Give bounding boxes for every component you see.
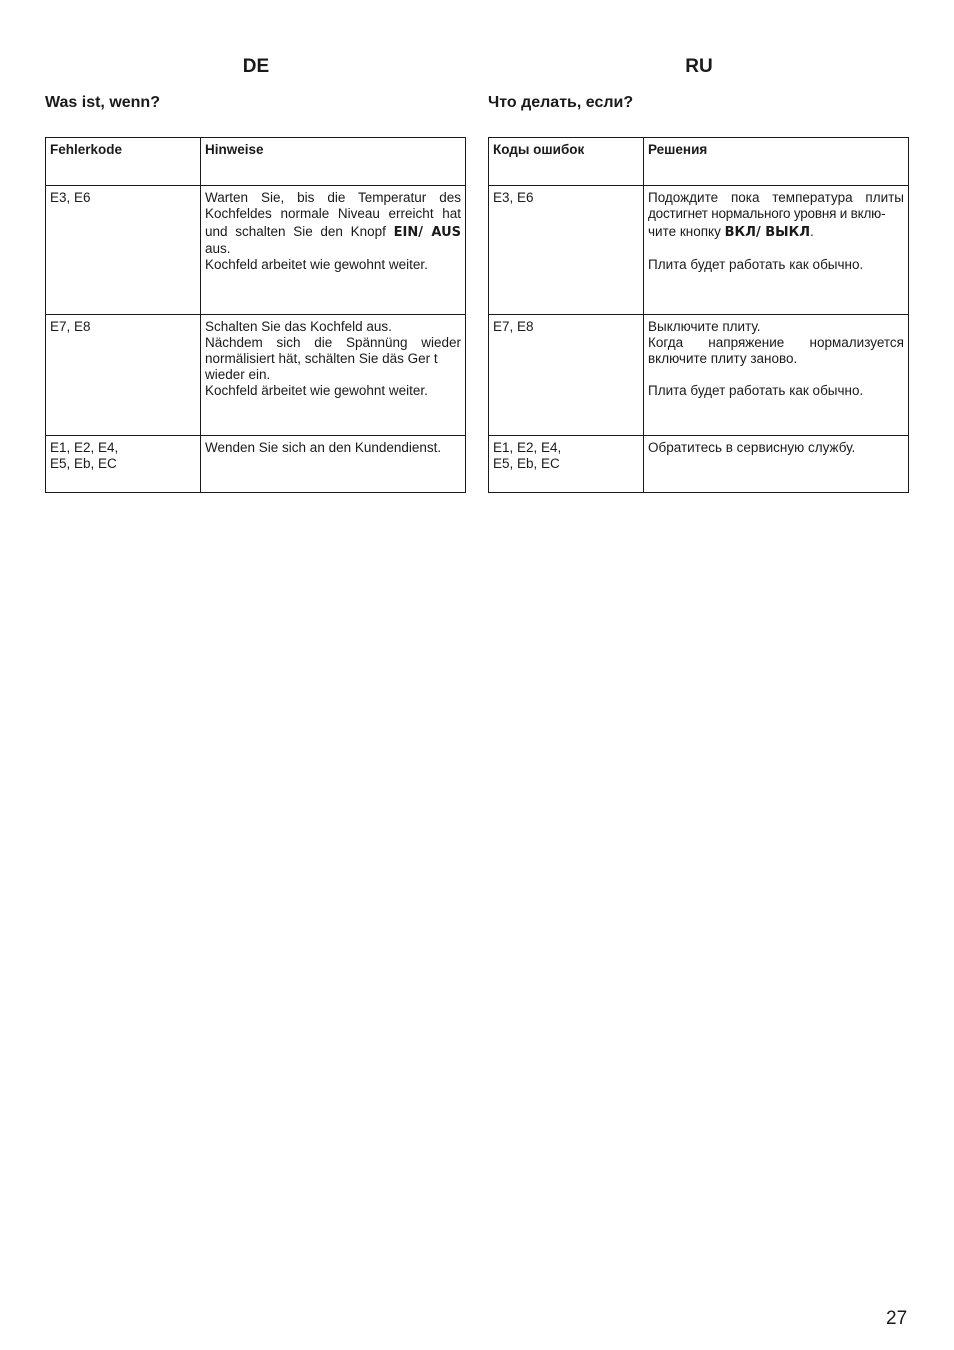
hint-line: wieder ein.	[205, 367, 271, 382]
error-table-ru	[488, 137, 909, 493]
table-row	[46, 186, 466, 315]
hint-text: чите кнопку	[648, 224, 721, 239]
hint-cell	[201, 436, 466, 493]
hint-line: Kochfeldes normale Niveau erreicht hat	[205, 206, 461, 221]
error-code: E3, E6	[50, 190, 91, 205]
column-header-code: Коды ошибок	[489, 138, 644, 186]
hint-cell	[201, 186, 466, 315]
hint-line: включите плиту заново.	[648, 351, 798, 366]
error-code-cell	[46, 315, 201, 436]
error-code: E7, E8	[493, 319, 534, 334]
hint-line: Обратитесь в сервисную службу.	[648, 440, 856, 455]
error-code: E5, Eb, EC	[50, 456, 117, 471]
section-heading-ru: Что делать, если?	[488, 94, 634, 111]
hint-cell	[644, 186, 909, 315]
table-row	[46, 436, 466, 493]
hint-line	[648, 224, 904, 241]
hint-line: Kochfeld arbeitet wie gewohnt weiter.	[205, 257, 428, 272]
error-code-cell	[489, 436, 644, 493]
table-row	[489, 186, 909, 315]
column-header-hint: Hinweise	[201, 138, 466, 186]
hint-text: und schalten Sie den Knopf	[205, 224, 386, 239]
hint-line: Nächdem sich die Spännüng wieder	[205, 335, 461, 350]
page-number: 27	[886, 1308, 908, 1329]
column-header-code: Fehlerkode	[46, 138, 201, 186]
error-code-cell	[489, 186, 644, 315]
hint-line: Warten Sie, bis die Temperatur des	[205, 190, 461, 205]
hint-line: normälisiert hät, schälten Sie däs Ger t	[205, 351, 438, 366]
section-heading-de: Was ist, wenn?	[45, 94, 160, 111]
hint-line: Выключите плиту.	[648, 319, 761, 334]
hint-line: Плита будет работать как обычно.	[648, 383, 864, 398]
error-code: E1, E2, E4,	[50, 440, 119, 455]
column-header-hint: Решения	[644, 138, 909, 186]
table-row	[489, 436, 909, 493]
lang-label-ru: RU	[685, 56, 713, 77]
hint-cell	[644, 436, 909, 493]
table-header-row	[489, 138, 909, 186]
button-name: ВКЛ/ ВЫКЛ	[724, 225, 811, 240]
error-code: E7, E8	[50, 319, 91, 334]
table-row	[489, 315, 909, 436]
error-code: E1, E2, E4,	[493, 440, 562, 455]
error-code-cell	[46, 186, 201, 315]
button-name: EIN/ AUS	[393, 225, 462, 240]
error-code: E5, Eb, EC	[493, 456, 560, 471]
hint-cell	[644, 315, 909, 436]
lang-label-de: DE	[242, 56, 270, 77]
hint-line: aus.	[205, 241, 231, 256]
table-header-row	[46, 138, 466, 186]
hint-line: Kochfeld ärbeitet wie gewohnt weiter.	[205, 383, 428, 398]
hint-text: .	[810, 224, 814, 239]
hint-line: достигнет нормального уровня и вклю-	[648, 206, 886, 221]
error-code-cell	[489, 315, 644, 436]
hint-line: Когда напряжение нормализуется	[648, 335, 904, 350]
hint-line: Плита будет работать как обычно.	[648, 257, 864, 272]
hint-line	[205, 224, 461, 241]
error-code: E3, E6	[493, 190, 534, 205]
error-code-cell	[46, 436, 201, 493]
hint-line: Wenden Sie sich an den Kundendienst.	[205, 440, 442, 455]
error-table-de	[45, 137, 466, 493]
hint-line: Подождите пока температура плиты	[648, 190, 904, 205]
table-row	[46, 315, 466, 436]
hint-line: Schalten Sie das Kochfeld aus.	[205, 319, 392, 334]
hint-cell	[201, 315, 466, 436]
